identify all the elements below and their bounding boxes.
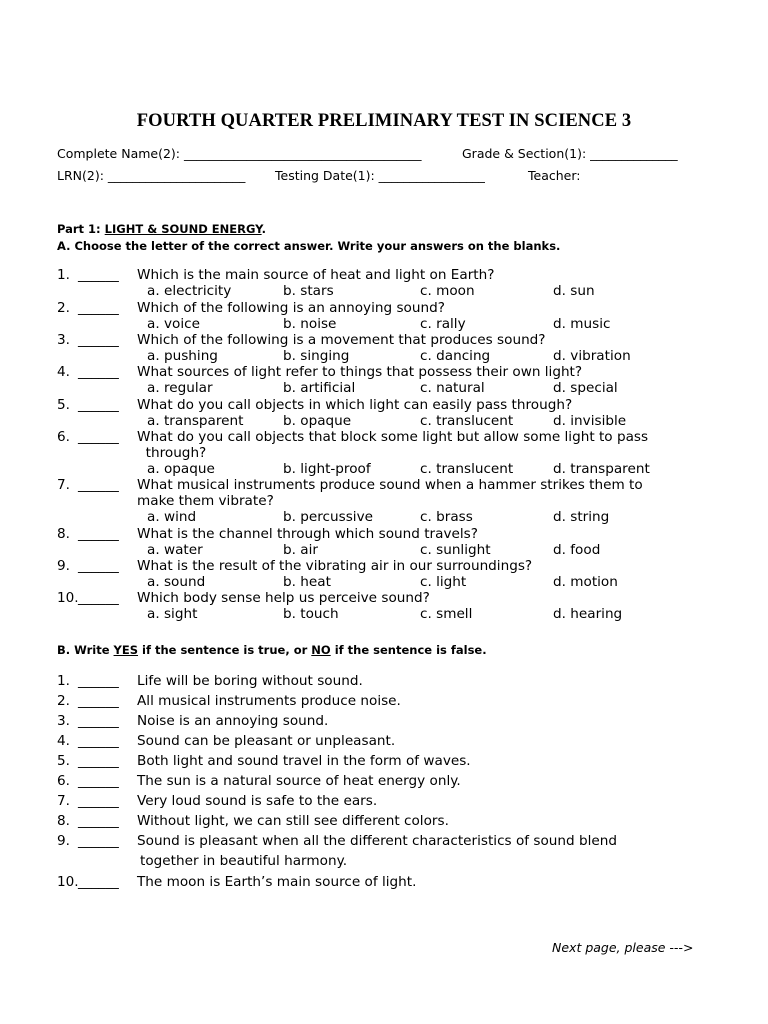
choice-a: a. regular bbox=[147, 380, 213, 396]
part-end: . bbox=[261, 222, 266, 236]
choice-a: a. pushing bbox=[147, 348, 218, 364]
question-text: What do you call objects that block some light but allow some light to pass bbox=[137, 429, 649, 445]
question-number: 4. bbox=[57, 364, 70, 380]
question-number: 3. bbox=[57, 332, 70, 348]
item-number: 3. bbox=[57, 713, 70, 729]
statement-text: All musical instruments produce noise. bbox=[137, 693, 401, 709]
answer-blank: ______ bbox=[78, 874, 119, 890]
question-number: 6. bbox=[57, 429, 70, 445]
question-number: 9. bbox=[57, 558, 70, 574]
testing-date-field: Testing Date(1): _________________ bbox=[275, 168, 485, 183]
statement-text: Without light, we can still see different colors. bbox=[137, 813, 449, 829]
choice-b: b. singing bbox=[283, 348, 350, 364]
choice-a: a. wind bbox=[147, 509, 197, 525]
choice-d: d. invisible bbox=[553, 413, 627, 429]
statement-text: Noise is an annoying sound. bbox=[137, 713, 329, 729]
answer-blank: ______ bbox=[78, 332, 119, 348]
question-text: Which of the following is an annoying sound? bbox=[137, 300, 445, 316]
teacher-field: Teacher: bbox=[528, 168, 581, 183]
part-name: LIGHT & SOUND ENERGY bbox=[104, 222, 262, 236]
question-text: through? bbox=[137, 445, 207, 461]
choice-b: b. stars bbox=[283, 283, 334, 299]
question-text: Which of the following is a movement that produces sound? bbox=[137, 332, 546, 348]
item-number: 4. bbox=[57, 733, 70, 749]
answer-blank: ______ bbox=[78, 397, 119, 413]
choice-c: c. moon bbox=[420, 283, 475, 299]
question-text: Which body sense help us perceive sound? bbox=[137, 590, 430, 606]
choice-c: c. translucent bbox=[420, 461, 514, 477]
choice-a: a. opaque bbox=[147, 461, 215, 477]
item-number: 8. bbox=[57, 813, 70, 829]
statement-text: together in beautiful harmony. bbox=[140, 853, 348, 869]
answer-blank: ______ bbox=[78, 733, 119, 749]
lrn-field: LRN(2): ______________________ bbox=[57, 168, 246, 183]
choice-d: d. vibration bbox=[553, 348, 631, 364]
section-a-instruction: A. Choose the letter of the correct answer. Write your answers on the blanks. bbox=[57, 239, 561, 253]
answer-blank: ______ bbox=[78, 558, 119, 574]
answer-blank: ______ bbox=[78, 526, 119, 542]
choice-d: d. transparent bbox=[553, 461, 650, 477]
answer-blank: ______ bbox=[78, 590, 119, 606]
grade-section-field: Grade & Section(1): ______________ bbox=[462, 146, 678, 161]
choice-b: b. light-proof bbox=[283, 461, 371, 477]
choice-c: c. rally bbox=[420, 316, 466, 332]
question-text: What sources of light refer to things that possess their own light? bbox=[137, 364, 583, 380]
no-word: NO bbox=[311, 643, 331, 657]
choice-a: a. sight bbox=[147, 606, 198, 622]
part-label: Part 1: bbox=[57, 222, 105, 236]
choice-a: a. transparent bbox=[147, 413, 244, 429]
statement-text: Very loud sound is safe to the ears. bbox=[137, 793, 378, 809]
statement-text: The moon is Earth’s main source of light. bbox=[137, 874, 417, 890]
answer-blank: ______ bbox=[78, 300, 119, 316]
item-number: 10. bbox=[57, 874, 79, 890]
answer-blank: ______ bbox=[78, 713, 119, 729]
choice-d: d. food bbox=[553, 542, 601, 558]
complete-name-field: Complete Name(2): ______________________________________ bbox=[57, 146, 422, 161]
choice-c: c. brass bbox=[420, 509, 473, 525]
question-number: 7. bbox=[57, 477, 70, 493]
section-b-instr-pre: B. Write bbox=[57, 643, 114, 657]
choice-c: c. natural bbox=[420, 380, 485, 396]
question-number: 8. bbox=[57, 526, 70, 542]
section-b-instruction bbox=[57, 643, 487, 657]
choice-a: a. sound bbox=[147, 574, 206, 590]
choice-d: d. string bbox=[553, 509, 610, 525]
question-number: 2. bbox=[57, 300, 70, 316]
question-text: make them vibrate? bbox=[137, 493, 274, 509]
question-text: What musical instruments produce sound when a hammer strikes them to bbox=[137, 477, 643, 493]
choice-d: d. motion bbox=[553, 574, 618, 590]
choice-c: c. light bbox=[420, 574, 467, 590]
answer-blank: ______ bbox=[78, 773, 119, 789]
choice-a: a. electricity bbox=[147, 283, 232, 299]
answer-blank: ______ bbox=[78, 267, 119, 283]
item-number: 5. bbox=[57, 753, 70, 769]
choice-c: c. smell bbox=[420, 606, 473, 622]
yes-word: YES bbox=[113, 643, 139, 657]
answer-blank: ______ bbox=[78, 477, 119, 493]
choice-b: b. noise bbox=[283, 316, 337, 332]
question-number: 10. bbox=[57, 590, 79, 606]
question-number: 1. bbox=[57, 267, 70, 283]
answer-blank: ______ bbox=[78, 429, 119, 445]
choice-d: d. sun bbox=[553, 283, 595, 299]
choice-b: b. opaque bbox=[283, 413, 352, 429]
question-text: What is the result of the vibrating air in our surroundings? bbox=[137, 558, 533, 574]
item-number: 6. bbox=[57, 773, 70, 789]
question-number: 5. bbox=[57, 397, 70, 413]
answer-blank: ______ bbox=[78, 793, 119, 809]
next-page-note: Next page, please ---> bbox=[552, 940, 694, 955]
item-number: 1. bbox=[57, 673, 70, 689]
statement-text: The sun is a natural source of heat energy only. bbox=[137, 773, 461, 789]
choice-d: d. hearing bbox=[553, 606, 623, 622]
answer-blank: ______ bbox=[78, 364, 119, 380]
answer-blank: ______ bbox=[78, 813, 119, 829]
choice-c: c. dancing bbox=[420, 348, 491, 364]
page-title: FOURTH QUARTER PRELIMINARY TEST IN SCIENCE 3 bbox=[136, 111, 632, 131]
question-text: What is the channel through which sound travels? bbox=[137, 526, 478, 542]
choice-c: c. translucent bbox=[420, 413, 514, 429]
statement-text: Sound can be pleasant or unpleasant. bbox=[137, 733, 396, 749]
section-b-instr-mid: if the sentence is true, or bbox=[138, 643, 312, 657]
item-number: 7. bbox=[57, 793, 70, 809]
choice-a: a. voice bbox=[147, 316, 200, 332]
statement-text: Life will be boring without sound. bbox=[137, 673, 363, 689]
choice-d: d. music bbox=[553, 316, 611, 332]
choice-b: b. touch bbox=[283, 606, 339, 622]
choice-b: b. percussive bbox=[283, 509, 373, 525]
answer-blank: ______ bbox=[78, 693, 119, 709]
choice-b: b. air bbox=[283, 542, 318, 558]
item-number: 9. bbox=[57, 833, 70, 849]
answer-blank: ______ bbox=[78, 753, 119, 769]
choice-a: a. water bbox=[147, 542, 203, 558]
part-title bbox=[57, 222, 266, 236]
item-number: 2. bbox=[57, 693, 70, 709]
statement-text: Sound is pleasant when all the different characteristics of sound blend bbox=[137, 833, 617, 849]
choice-b: b. heat bbox=[283, 574, 331, 590]
choice-b: b. artificial bbox=[283, 380, 356, 396]
answer-blank: ______ bbox=[78, 673, 119, 689]
question-text: What do you call objects in which light can easily pass through? bbox=[137, 397, 573, 413]
question-text: Which is the main source of heat and light on Earth? bbox=[137, 267, 495, 283]
statement-text: Both light and sound travel in the form of waves. bbox=[137, 753, 471, 769]
choice-d: d. special bbox=[553, 380, 618, 396]
section-b-instr-post: if the sentence is false. bbox=[330, 643, 487, 657]
choice-c: c. sunlight bbox=[420, 542, 491, 558]
answer-blank: ______ bbox=[78, 833, 119, 849]
